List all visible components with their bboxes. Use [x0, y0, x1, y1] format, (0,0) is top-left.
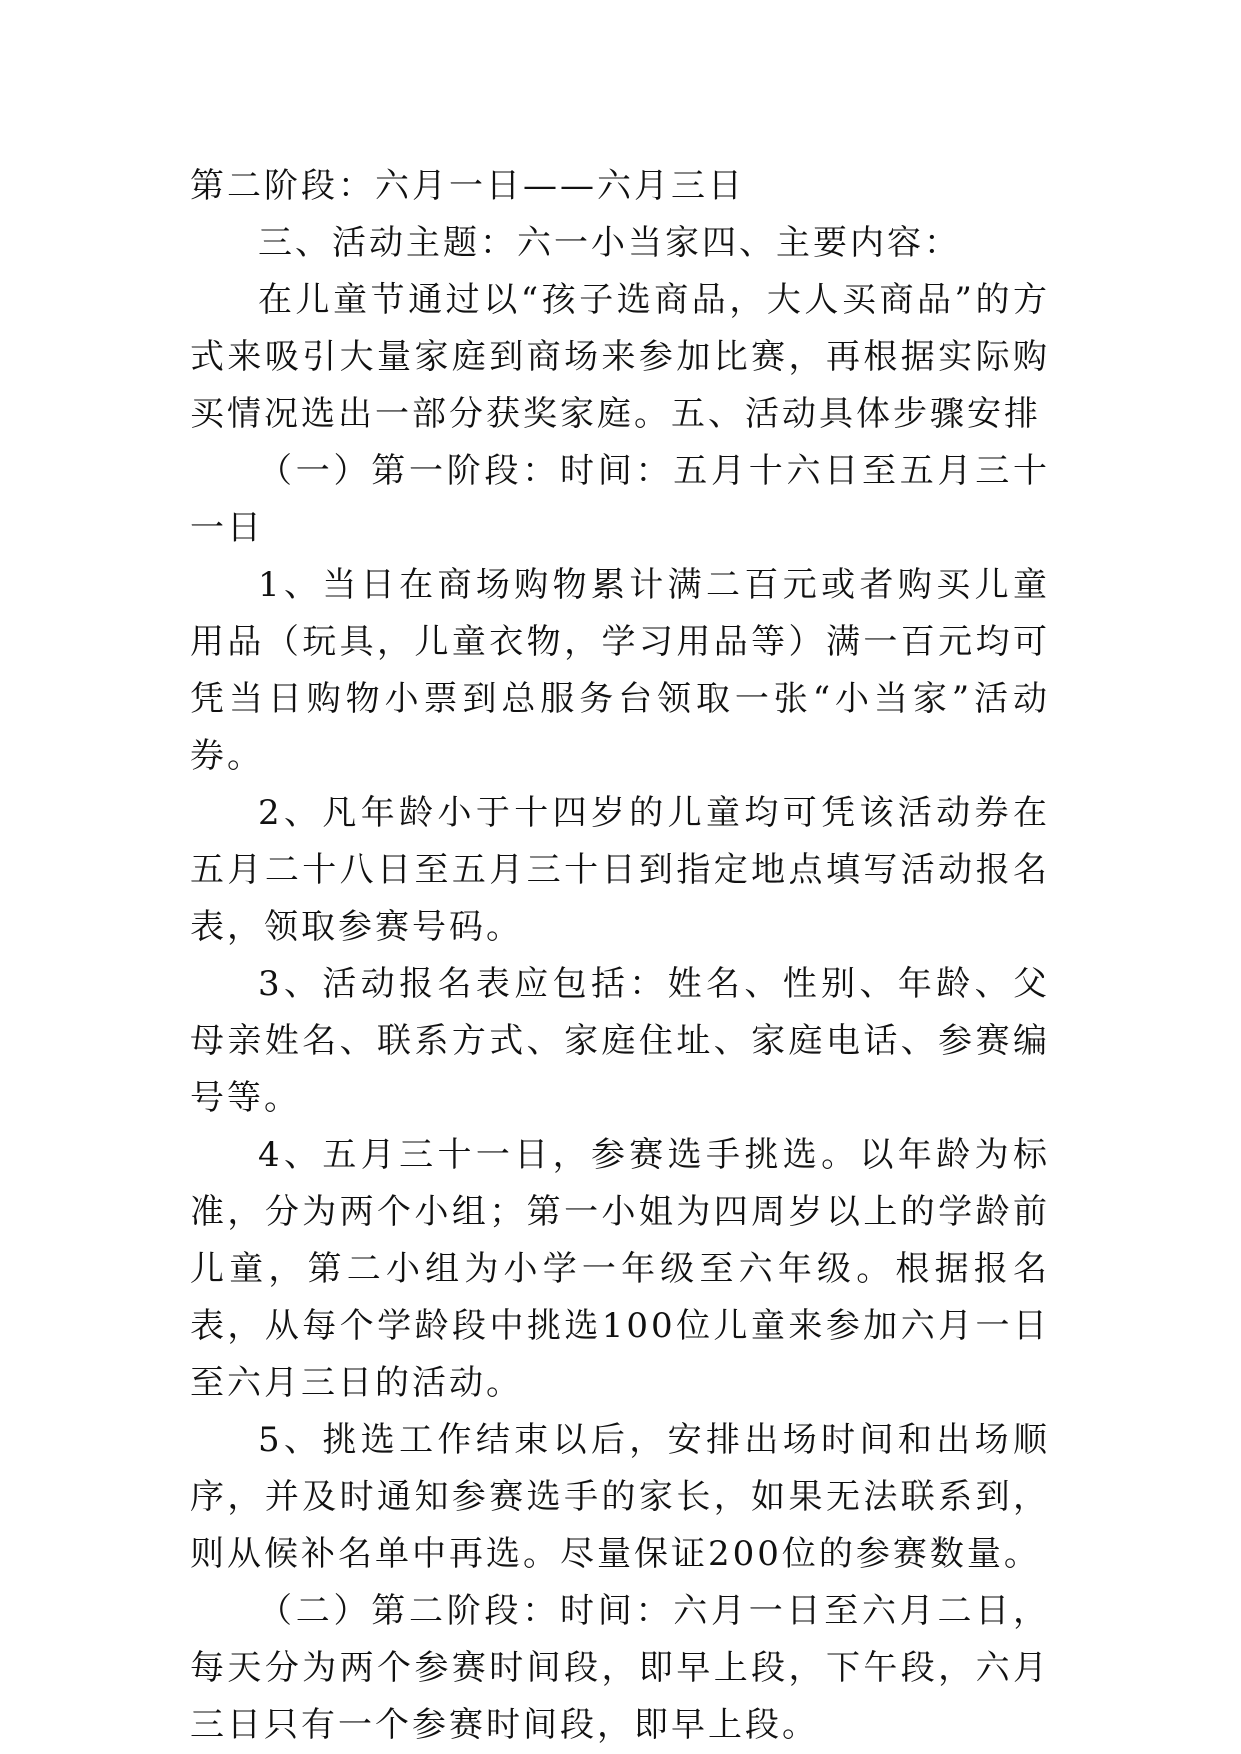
paragraph-item-5: 5、挑选工作结束以后，安排出场时间和出场顺序，并及时通知参赛选手的家长，如果无法联系到，则从候补名单中再选。尽量保证200位的参赛数量。 — [190, 1420, 1050, 1574]
paragraph-phase-two-time: （二）第二阶段：时间：六月一日至六月二日，每天分为两个参赛时间段，即早上段，下午段，六月三日只有一个参赛时间段，即早上段。 — [190, 1591, 1050, 1745]
paragraph-activity-description: 在儿童节通过以“孩子选商品，大人买商品”的方式来吸引大量家庭到商场来参加比赛，再根据实际购买情况选出一部分获奖家庭。五、活动具体步骤安排 — [190, 280, 1050, 434]
document-body — [190, 158, 1050, 1754]
paragraph-phase-one-time: （一）第一阶段：时间：五月十六日至五月三十一日 — [190, 451, 1050, 548]
paragraph-activity-theme: 三、活动主题：六一小当家四、主要内容： — [258, 223, 961, 263]
paragraph-item-4: 4、五月三十一日，参赛选手挑选。以年龄为标准，分为两个小组；第一小姐为四周岁以上的学龄前儿童，第二小组为小学一年级至六年级。根据报名表，从每个学龄段中挑选100位儿童来参加六月一日至六月三日的活动。 — [190, 1135, 1050, 1403]
paragraph-item-1: 1、当日在商场购物累计满二百元或者购买儿童用品（玩具，儿童衣物，学习用品等）满一百元均可凭当日购物小票到总服务台领取一张“小当家”活动券。 — [190, 565, 1050, 776]
paragraph-stage-two-heading: 第二阶段：六月一日——六月三日 — [190, 166, 745, 206]
paragraph-item-3: 3、活动报名表应包括：姓名、性别、年龄、父母亲姓名、联系方式、家庭住址、家庭电话、参赛编号等。 — [190, 964, 1050, 1118]
paragraph-item-2: 2、凡年龄小于十四岁的儿童均可凭该活动券在五月二十八日至五月三十日到指定地点填写活动报名表，领取参赛号码。 — [190, 793, 1050, 947]
